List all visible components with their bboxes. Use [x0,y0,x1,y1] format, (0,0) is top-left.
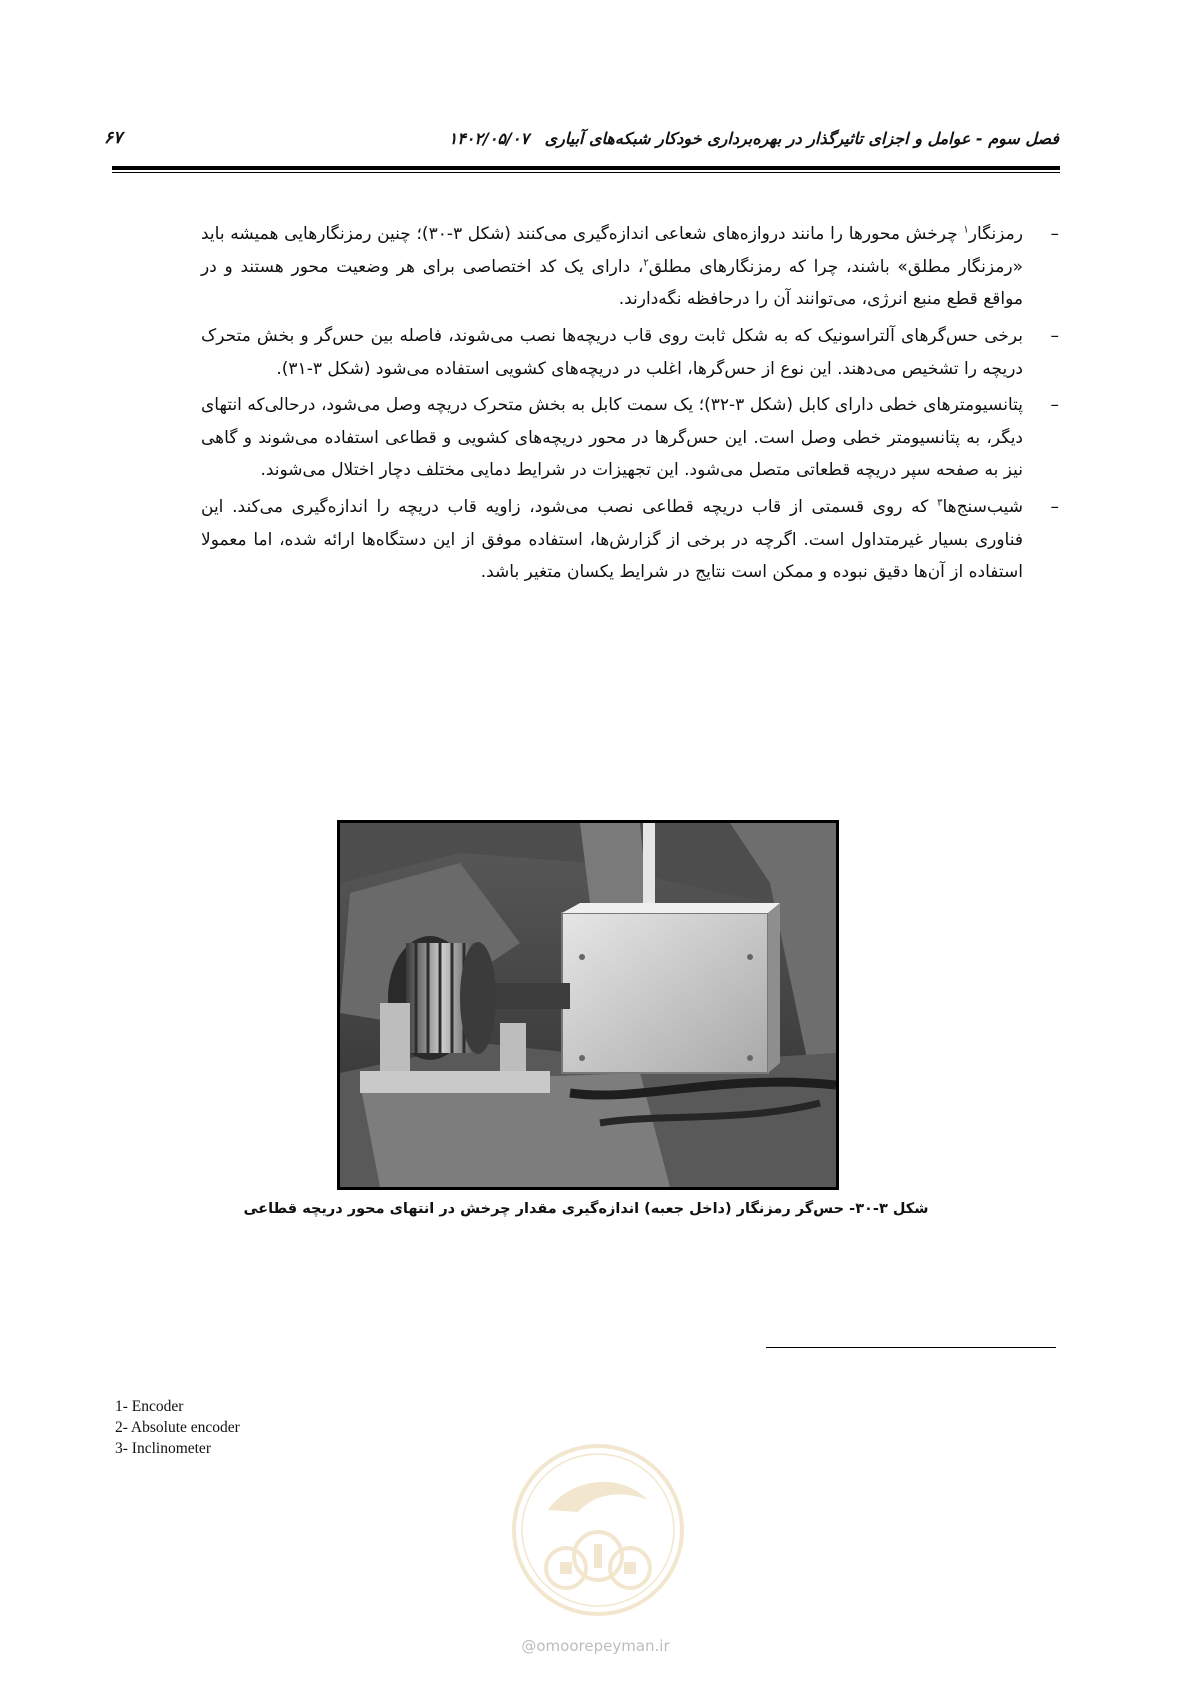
bullet-dash: – [1050,497,1059,517]
bullet-text: ، دارای یک کد اختصاصی برای هر وضعیت محور هستند و در مواقع قطع منبع انرژی، می‌توانند آن را درحافظه نگه‌دارند. [201,256,1023,310]
bullet-text: برخی حس‌گرهای آلتراسونیک که به شکل ثابت روی قاب دریچه‌ها نصب می‌شوند، فاصله بین حس‌گر و بخش متحرک دریچه را تشخیص می‌دهند. این نوع از حس‌گرها، اغلب در دریچه‌های کشویی استفاده می‌شود (شکل ۳-۳۱). [201,325,1023,379]
header-date: ۱۴۰۲/۰۵/۰۷ [448,129,530,148]
bullet-dash: – [1050,395,1059,416]
bullet-text: چرخش محورها را مانند دروازه‌های شعاعی اندازه‌گیری می‌کنند (شکل ۳-۳۰)؛ چنین رمزنگارهایی همیشه باید «رمزنگار مطلق» باشند، چرا که رمزنگارهای مطلق [201,224,1024,277]
bullet-text: پتانسیومترهای خطی دارای کابل (شکل ۳-۳۲)؛ یک سمت کابل به بخش متحرک دریچه وصل می‌شود، درحالی‌که انتهای دیگر، به پتانسیومتر خطی وصل است. این حس‌گرها در محور دریچه‌های کشویی و قطاعی استفاده می‌شوند و گاهی نیز به صفحه سپر دریچه قطعاتی متصل می‌شود. این تجهیزات در شرایط دمایی مختلف دچار اختلال می‌شوند. [201,395,1023,481]
bullet-dash: – [1050,325,1059,346]
footnote-3: 3- Inclinometer [115,1439,211,1457]
header-rule [112,166,1060,170]
term-encoder: رمزنگار [968,224,1023,244]
bullet-ultrasonic [201,320,1059,385]
footnote-ref-1: ۱ [963,224,969,236]
body-text [201,218,1059,593]
footnote-2: 2- Absolute encoder [115,1418,240,1436]
footnote-ref-3: ۳ [937,497,943,509]
bullet-dash: – [1050,224,1059,244]
bullet-encoder [201,218,1059,316]
term-inclinometer: شیب‌سنج‌ها [942,497,1023,517]
gear-logo-icon [508,1440,688,1620]
figure-caption: شکل ۳-۳۰- حس‌گر رمزنگار (داخل جعبه) اندازه‌گیری مقدار چرخش در انتهای محور دریچه قطاعی [243,1201,929,1217]
header-rule-thin [112,172,1060,173]
watermark-url: @omoorepeyman.ir [521,1637,670,1655]
footnote-ref-2: ۲ [643,256,649,268]
bullet-potentiometer [201,389,1059,487]
footnote-1: 1- Encoder [115,1398,184,1415]
bullet-text: که روی قسمتی از قاب دریچه قطاعی نصب می‌شود، زاویه قاب دریچه را اندازه‌گیری می‌کند. این فناوری بسیار غیرمتداول است. اگرچه در برخی از گزارش‌ها، استفاده موفق از این دستگاه‌ها ارائه شده، اما معمولا استفاده از آن‌ها دقیق نبوده و ممکن است نتایج در شرایط یکسان متغیر باشد. [201,497,1023,583]
chapter-title: فصل سوم - عوامل و اجزای تاثیرگذار در بهره‌برداری خودکار شبکه‌های آبیاری [544,129,1059,148]
footnote-separator [766,1347,1056,1348]
bullet-inclinometer [201,491,1059,589]
running-header [449,129,1059,148]
page-number: ۶۷ [104,128,123,148]
encoder-photo-illustration [340,823,836,1187]
watermark-logo [508,1440,688,1620]
figure-photo [337,820,839,1190]
footnotes [115,1397,240,1460]
